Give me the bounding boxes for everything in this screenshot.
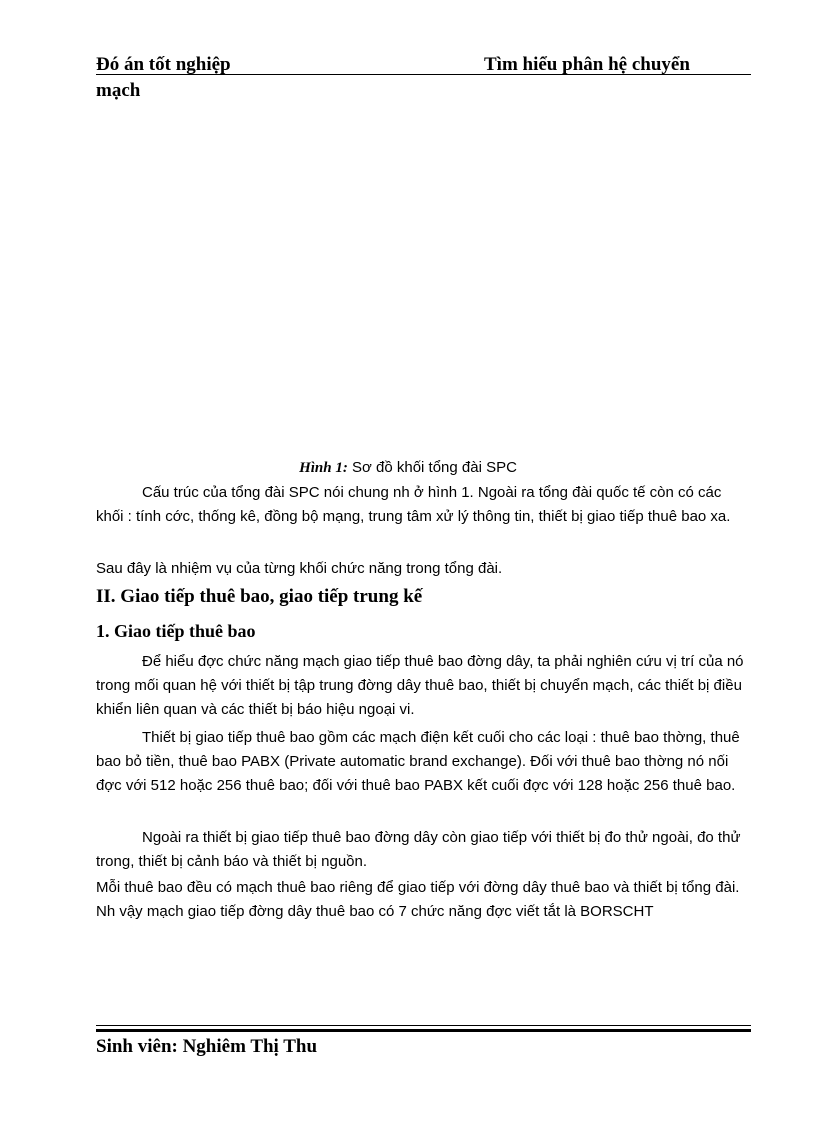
paragraph-intro-functions: Sau đây là nhiệm vụ của từng khối chức năng trong tổng đài. — [96, 560, 503, 577]
footer-student-name: Sinh viên: Nghiêm Thị Thu — [96, 1036, 318, 1057]
figure-caption-text: Sơ đồ khối tổng đài SPC — [347, 459, 517, 476]
section-heading: II. Giao tiếp thuê bao, giao tiếp trung kế — [96, 586, 423, 607]
header-topic-title: Tìm hiểu phân hệ chuyển — [484, 54, 690, 75]
figure-caption — [0, 459, 816, 477]
paragraph-subscriber-interface: Để hiểu đợc chức năng mạch giao tiếp thuê bao đờng dây, ta phải nghiên cứu vị trí của nó trong mối quan hệ với thiết bị tập trung đờng dây thuê bao, thiết bị chuyển mạch, các thiết bị điều khiển liên quan và các thiết bị báo hiệu ngoại vi. — [96, 653, 744, 718]
header-rule — [96, 74, 751, 75]
subsection-heading: 1. Giao tiếp thuê bao — [96, 621, 256, 641]
figure-label: Hình 1: — [299, 460, 348, 476]
paragraph-structure: Cấu trúc của tổng đài SPC nói chung nh ở hình 1. Ngoài ra tổng đài quốc tế còn có các khối : tính cớc, thống kê, đồng bộ mạng, trung tâm xử lý thông tin, thiết bị giao tiếp thuê bao xa. — [96, 484, 731, 525]
header-project-title: Đó án tốt nghiệp — [96, 54, 231, 75]
paragraph-borscht: Mỗi thuê bao đều có mạch thuê bao riêng để giao tiếp với đờng dây thuê bao và thiết bị tổng đài. Nh vậy mạch giao tiếp đờng dây thuê bao có 7 chức năng đợc viết tắt là BORSCHT — [96, 879, 740, 920]
paragraph-subscriber-types: Thiết bị giao tiếp thuê bao gồm các mạch điện kết cuối cho các loại : thuê bao thờng, thuê bao bỏ tiền, thuê bao PABX (Private automatic brand exchange). Đối với thuê bao thờng nó nối đợc với 512 hoặc 256 thuê bao; đối với thuê bao PABX kết cuối đợc với 128 hoặc 256 thuê bao. — [96, 729, 740, 794]
header-topic-continuation: mạch — [96, 80, 141, 101]
footer-rule-thin — [96, 1025, 751, 1026]
footer-rule-thick — [96, 1029, 751, 1032]
paragraph-test-equipment: Ngoài ra thiết bị giao tiếp thuê bao đờng dây còn giao tiếp với thiết bị đo thử ngoài, đo thử trong, thiết bị cảnh báo và thiết bị nguồn. — [96, 829, 741, 870]
